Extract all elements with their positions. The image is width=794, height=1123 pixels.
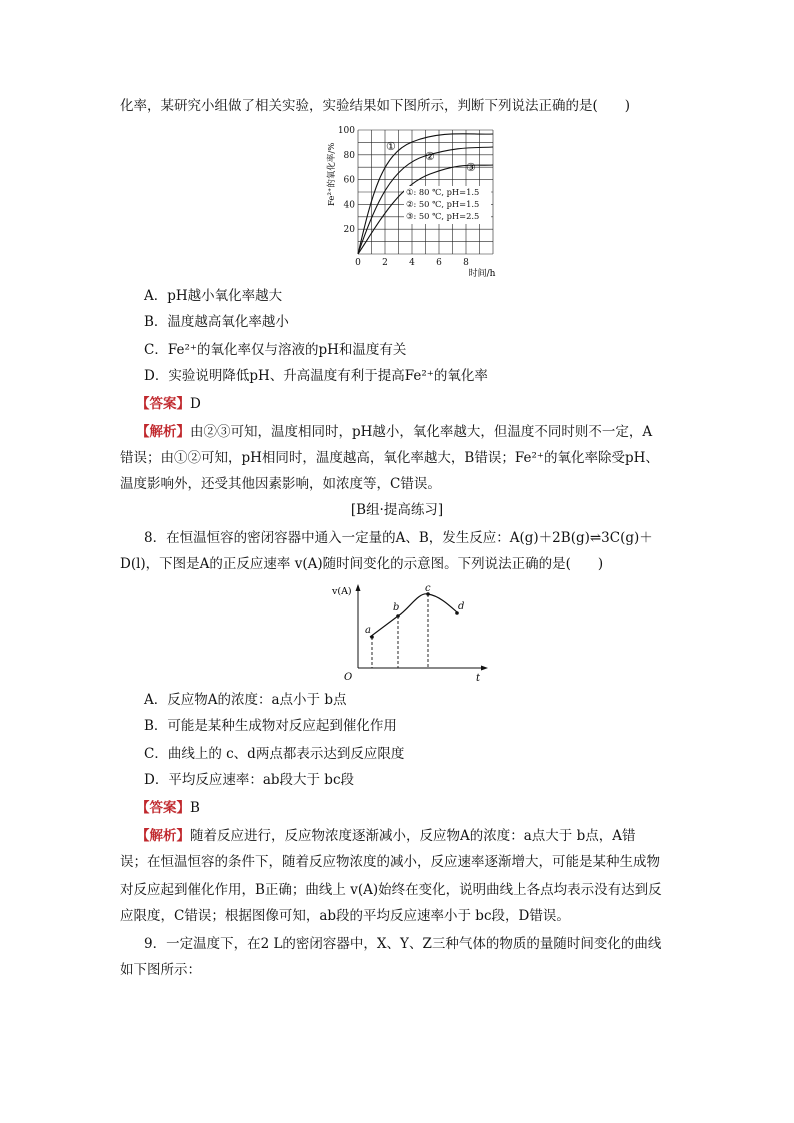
q8-analysis-line-3: 对反应起到催化作用，B正确；曲线上 v(A)始终在变化，说明曲线上各点均表示没有达到反 <box>120 882 662 898</box>
q7-analysis-line-3: 温度影响外，还受其他因素影响，如浓度等，C错误。 <box>120 476 441 492</box>
q7-option-d: D．实验说明降低pH、升高温度有利于提高Fe²⁺的氧化率 <box>144 368 488 384</box>
q7-analysis-line-2: 错误；由①②可知，pH相同时，温度越高，氧化率越大，B错误；Fe²⁺的氧化率除受pH、 <box>120 450 659 466</box>
q8-option-c: C．曲线上的 c、d两点都表示达到反应限度 <box>144 746 405 762</box>
origin-label: 0 <box>355 258 361 268</box>
y-tick-label: 60 <box>343 175 355 186</box>
x-tick-label: 6 <box>436 258 442 268</box>
point-label-d: d <box>458 601 465 612</box>
point-label-c: c <box>425 583 431 594</box>
q7-intro: 化率，某研究小组做了相关实验，实验结果如下图所示，判断下列说法正确的是( ) <box>120 98 631 114</box>
curve-label-3: ③ <box>466 161 476 174</box>
q9-line-1: 9．一定温度下，在2 L的密闭容器中，X、Y、Z三种气体的物质的量随时间变化的曲线 <box>144 936 662 952</box>
analysis-tag: 【解析】 <box>136 424 190 440</box>
y-tick-label: 20 <box>343 225 355 236</box>
q8-analysis-line-4: 应限度，C错误；根据图像可知，ab段的平均反应速率小于 bc段，D错误。 <box>120 908 570 924</box>
q8-analysis-line-1 <box>136 826 635 846</box>
q7-analysis-line-1 <box>136 422 652 442</box>
x-tick-label: 2 <box>382 258 388 268</box>
answer-tag: 【答案】 <box>136 396 190 412</box>
answer-tag: 【答案】 <box>136 800 190 816</box>
rate-curve <box>370 594 458 637</box>
q8-option-a: A．反应物A的浓度：a点小于 b点 <box>144 692 347 708</box>
y-tick-label: 100 <box>337 126 355 136</box>
q8-option-d: D．平均反应速率：ab段大于 bc段 <box>144 772 355 788</box>
analysis-text: 由②③可知，温度相同时，pH越小，氧化率越大，但温度不同时则不一定，A <box>190 424 653 440</box>
q8-line-1: 8．在恒温恒容的密闭容器中通入一定量的A、B，发生反应：A(g)＋2B(g)⇌3C(g)＋ <box>144 530 653 546</box>
y-tick-label: 80 <box>343 150 355 161</box>
x-tick-label: 4 <box>409 258 415 268</box>
point-label-a: a <box>365 625 371 636</box>
answer-value: B <box>190 800 200 816</box>
legend-item-3: ③: 50 ℃, pH=2.5 <box>406 211 480 221</box>
y-tick-label: 40 <box>343 200 355 211</box>
q8-line-2: D(l)，下图是A的正反应速率 v(A)随时间变化的示意图。下列说法正确的是( ) <box>120 556 604 572</box>
curve-label-1: ① <box>386 140 396 153</box>
q9-line-2: 如下图所示： <box>120 962 201 978</box>
legend-item-2: ②: 50 ℃, pH=1.5 <box>406 199 480 209</box>
point-label-b: b <box>393 602 400 613</box>
answer-value: D <box>190 396 201 412</box>
q7-option-c: C．Fe²⁺的氧化率仅与溶液的pH和温度有关 <box>144 342 407 358</box>
oxidation-rate-chart <box>320 124 510 280</box>
q8-analysis-line-2: 误；在恒温恒容的条件下，随着反应物浓度的减小，反应速率逐渐增大，可能是某种生成物 <box>120 854 660 870</box>
section-b-heading: [B组·提高练习] <box>350 502 444 518</box>
q8-answer <box>136 798 200 818</box>
legend-item-1: ①: 80 ℃, pH=1.5 <box>406 187 480 197</box>
curve-label-2: ② <box>425 150 435 163</box>
analysis-tag: 【解析】 <box>136 828 190 844</box>
x-tick-label: 8 <box>463 258 469 268</box>
q7-option-a: A．pH越小氧化率越大 <box>144 288 283 304</box>
x-axis-label: t <box>476 673 481 684</box>
q7-option-b: B．温度越高氧化率越小 <box>144 314 289 330</box>
x-axis-label: 时间/h <box>468 269 496 279</box>
origin-label: O <box>344 672 353 683</box>
y-axis-label: Fe²⁺的氧化率/% <box>327 142 337 206</box>
y-axis-label: v(A) <box>332 586 352 597</box>
analysis-text: 随着反应进行，反应物浓度逐渐减小，反应物A的浓度：a点大于 b点，A错 <box>190 828 636 844</box>
rate-time-chart <box>330 580 490 684</box>
q7-answer <box>136 394 201 414</box>
q8-option-b: B．可能是某种生成物对反应起到催化作用 <box>144 718 397 734</box>
